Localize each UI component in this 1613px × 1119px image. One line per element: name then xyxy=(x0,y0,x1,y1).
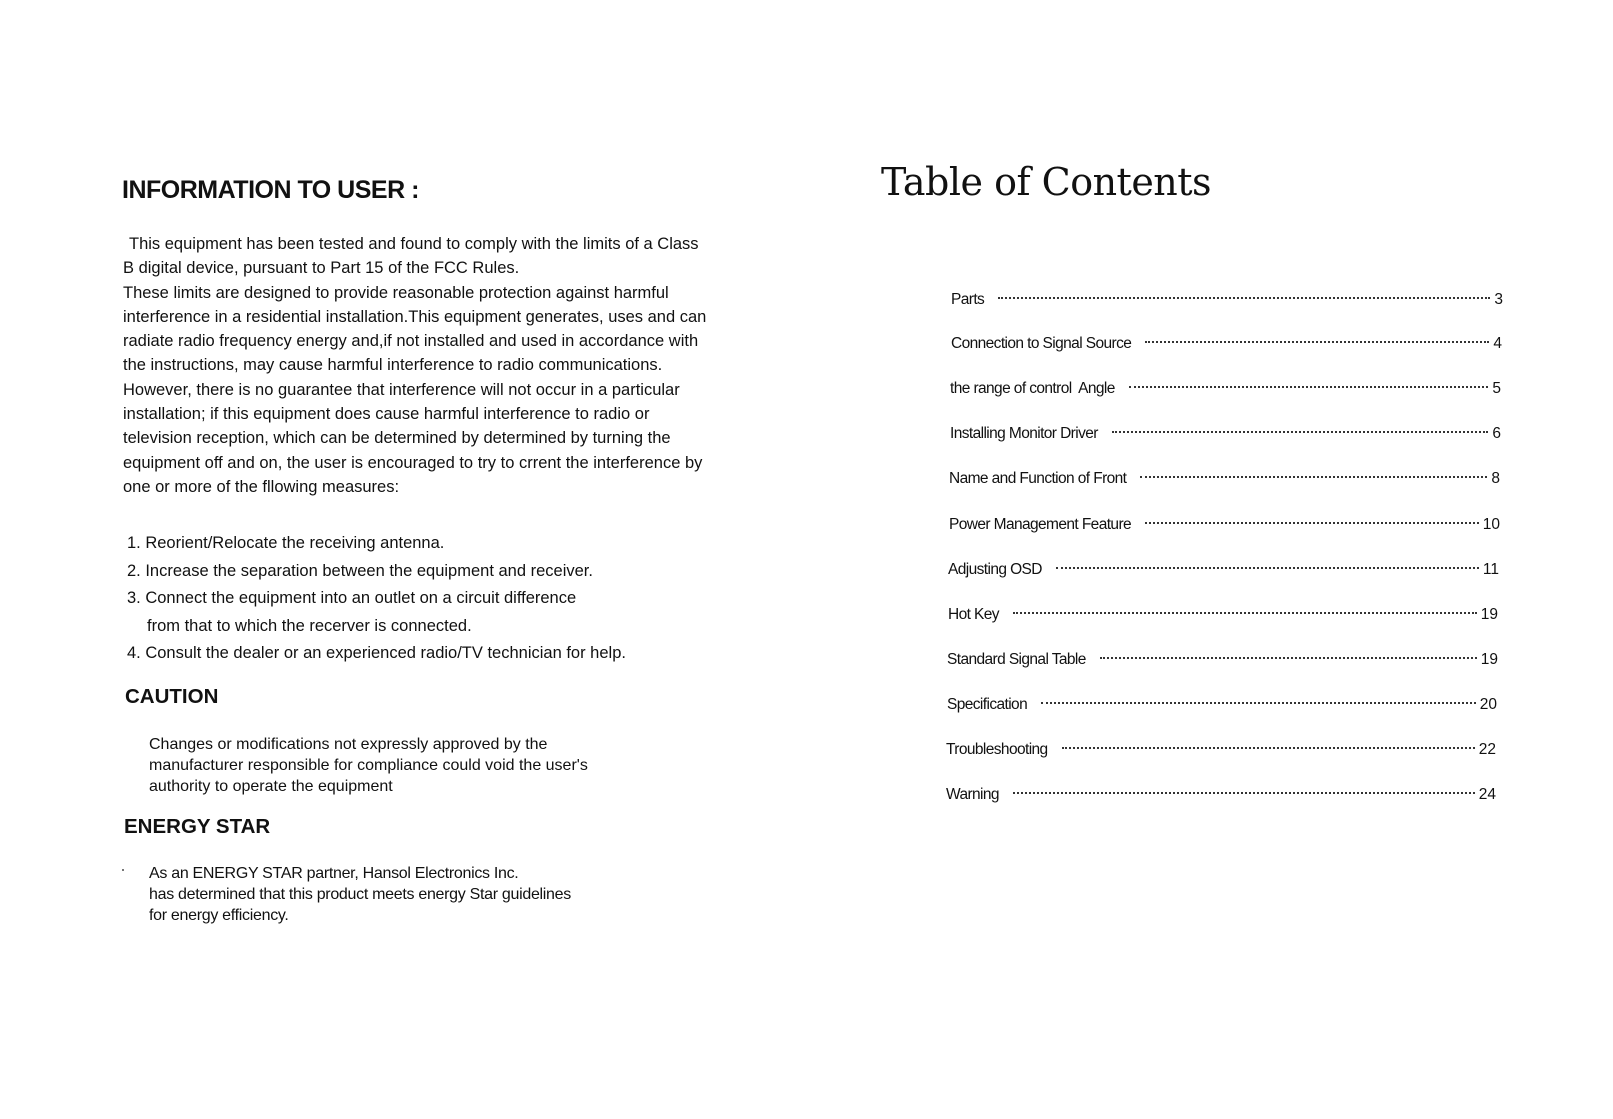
toc-entry[interactable] xyxy=(951,291,1503,313)
toc-entry[interactable] xyxy=(951,335,1502,357)
toc-entry[interactable] xyxy=(946,786,1496,808)
toc-entry-page: 4 xyxy=(1493,335,1502,352)
energy-star-line: for energy efficiency. xyxy=(149,907,289,924)
measure-item: 4. Consult the dealer or an experienced radio/TV technician for help. xyxy=(127,644,626,662)
toc-entry-page: 20 xyxy=(1479,696,1497,713)
toc-leader-dots xyxy=(1013,612,1477,614)
info-heading: INFORMATION TO USER : xyxy=(122,176,419,204)
energy-star-line: As an ENERGY STAR partner, Hansol Electronics Inc. xyxy=(149,865,519,882)
intro-line: radiate radio frequency energy and,if not installed and used in accordance with xyxy=(123,332,699,351)
intro-line: television reception, which can be determined by determined by turning the xyxy=(123,429,671,448)
toc-entry-page: 22 xyxy=(1478,741,1496,758)
toc-entry-label: Power Management Feature xyxy=(949,516,1132,533)
measure-item: 1. Reorient/Relocate the receiving antenna. xyxy=(127,534,445,552)
toc-leader-dots xyxy=(1112,431,1489,433)
toc-entry-page: 19 xyxy=(1480,651,1498,668)
toc-entry-label: Adjusting OSD xyxy=(948,561,1042,578)
toc-entry-page: 11 xyxy=(1482,561,1499,578)
toc-leader-dots xyxy=(1041,702,1476,704)
toc-entry-label: Parts xyxy=(951,291,985,308)
intro-line: interference in a residential installation.This equipment generates, uses and can xyxy=(123,307,707,326)
toc-entry-label: Connection to Signal Source xyxy=(951,335,1132,352)
measure-item: 3. Connect the equipment into an outlet on a circuit difference xyxy=(127,589,577,607)
toc-leader-dots xyxy=(1129,386,1489,388)
intro-line: This equipment has been tested and found to comply with the limits of a Class xyxy=(129,235,699,253)
right-page xyxy=(800,0,1613,1119)
caution-line: Changes or modifications not expressly approved by the xyxy=(149,736,548,753)
caution-line: manufacturer responsible for compliance could void the user's xyxy=(149,757,588,774)
toc-entry-label: Standard Signal Table xyxy=(947,651,1086,668)
toc-leader-dots xyxy=(1100,657,1477,659)
toc-entry-page: 19 xyxy=(1480,606,1498,623)
intro-line: installation; if this equipment does cause harmful interference to radio or xyxy=(123,405,650,424)
caution-heading: CAUTION xyxy=(125,685,219,708)
toc-entry-label: Specification xyxy=(947,696,1028,713)
energy-star-line: has determined that this product meets energy Star guidelines xyxy=(149,886,571,903)
energy-star-heading: ENERGY STAR xyxy=(124,815,271,838)
toc-entry[interactable] xyxy=(950,425,1501,447)
toc-leader-dots xyxy=(1140,476,1487,478)
measure-item-continuation: from that to which the recerver is connected. xyxy=(147,616,472,635)
toc-entry-page: 5 xyxy=(1492,380,1501,397)
toc-leader-dots xyxy=(1145,522,1479,524)
caution-line: authority to operate the equipment xyxy=(149,778,393,795)
intro-line: These limits are designed to provide reasonable protection against harmful xyxy=(123,283,669,302)
toc-entry-label: Installing Monitor Driver xyxy=(950,425,1098,442)
toc-entry[interactable] xyxy=(950,380,1501,402)
toc-entry-page: 6 xyxy=(1492,425,1501,442)
measure-item: 2. Increase the separation between the equipment and receiver. xyxy=(127,561,593,580)
toc-entry[interactable] xyxy=(949,516,1500,538)
intro-line: equipment off and on, the user is encouraged to try to crrent the interference by xyxy=(123,453,703,472)
toc-leader-dots xyxy=(1145,341,1489,343)
intro-line: However, there is no guarantee that interference will not occur in a particular xyxy=(123,380,680,399)
toc-leader-dots xyxy=(1013,792,1475,794)
toc-entry[interactable] xyxy=(947,651,1498,673)
toc-entry-label: Name and Function of Front xyxy=(949,470,1127,487)
toc-entry-label: Troubleshooting xyxy=(946,741,1048,758)
toc-entry[interactable] xyxy=(946,741,1496,763)
scan-speck xyxy=(122,869,124,871)
intro-line: one or more of the fllowing measures: xyxy=(123,477,400,496)
toc-entry-page: 24 xyxy=(1478,786,1496,803)
intro-line: the instructions, may cause harmful interference to radio communications. xyxy=(123,356,663,375)
toc-leader-dots xyxy=(998,297,1490,299)
toc-entry[interactable] xyxy=(948,561,1499,583)
toc-entry-label: the range of control Angle xyxy=(950,380,1115,397)
toc-entry[interactable] xyxy=(949,470,1500,492)
toc-entry-label: Warning xyxy=(946,786,999,803)
toc-entry-page: 8 xyxy=(1491,470,1500,487)
left-page xyxy=(0,0,800,1119)
toc-entry[interactable] xyxy=(948,606,1498,628)
toc-title: Table of Contents xyxy=(881,160,1212,204)
energy-star-text xyxy=(149,863,571,926)
toc-entry-page: 3 xyxy=(1494,291,1503,308)
measures-list xyxy=(127,530,626,668)
toc-entry-label: Hot Key xyxy=(948,606,999,623)
toc-leader-dots xyxy=(1062,747,1475,749)
toc-entry-page: 10 xyxy=(1482,516,1500,533)
fcc-intro-paragraph xyxy=(123,232,763,499)
toc-leader-dots xyxy=(1056,567,1479,569)
toc-entry[interactable] xyxy=(947,696,1497,718)
caution-text xyxy=(149,734,588,797)
intro-line: B digital device, pursuant to Part 15 of the FCC Rules. xyxy=(123,259,520,278)
